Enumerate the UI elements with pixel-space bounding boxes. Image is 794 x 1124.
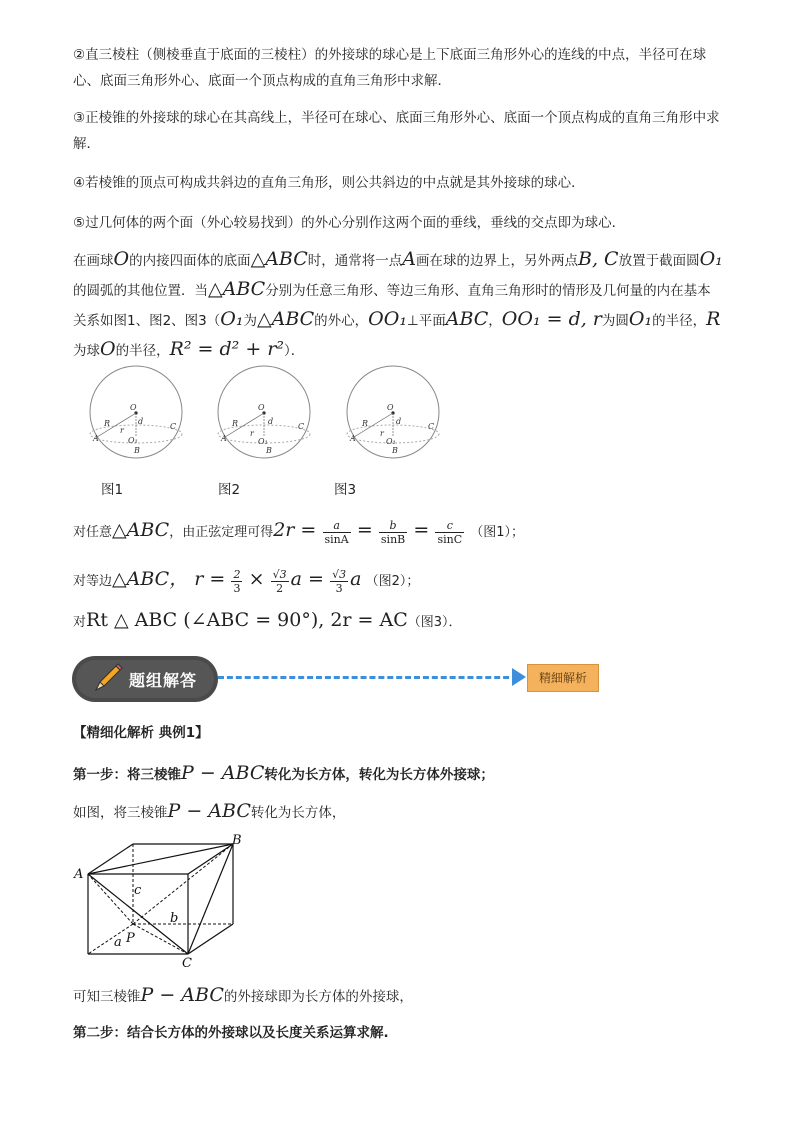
figure-3-caption: 图3 xyxy=(334,482,357,498)
paragraph-3-text: ③正棱锥的外接球的球心在其高线上，半径可在球心、底面三角形外心、底面一个顶点构成的直角三角形中求解． xyxy=(73,110,720,152)
edge-b: b xyxy=(170,911,179,926)
formula-3 xyxy=(73,605,723,638)
math-times: × xyxy=(248,568,265,590)
label-R: R xyxy=(362,419,369,428)
fraction-num: √3 xyxy=(332,568,347,581)
arrow-right-icon xyxy=(512,668,528,686)
math-right-triangle: Rt △ ABC (∠ABC = 90°), 2r = AC xyxy=(86,609,408,631)
fraction-2-3 xyxy=(231,568,242,595)
banner-title: 题组解答 xyxy=(129,671,198,690)
fraction-num: a xyxy=(323,519,351,533)
math-O1: O₁ xyxy=(699,248,723,270)
label-O: O xyxy=(130,403,137,412)
label-O: O xyxy=(387,403,394,412)
intro-text: 的外心， xyxy=(314,313,369,329)
label-d: d xyxy=(268,417,274,426)
math-A: A xyxy=(402,248,416,270)
label-A: A xyxy=(350,434,356,443)
formula-text: （图1）； xyxy=(470,525,525,540)
label-R: R xyxy=(104,419,111,428)
math-P-ABC: P − ABC xyxy=(167,800,251,822)
section-banner xyxy=(72,656,218,702)
label-B: B xyxy=(392,446,398,455)
formula-text: 对等边 xyxy=(73,574,113,589)
figure-2 xyxy=(218,366,310,458)
intro-text: 画在球的边界上，另外两点 xyxy=(416,253,578,269)
step-text: 转化为长方体，转化为长方体外接球； xyxy=(264,767,494,783)
label-C: C xyxy=(428,422,435,431)
formula-text: 对任意 xyxy=(73,525,113,540)
intro-text: 在画球 xyxy=(73,253,114,269)
math-O: O xyxy=(113,248,130,270)
math-r: ， r = xyxy=(169,568,226,590)
paragraph-5 xyxy=(73,210,723,236)
label-R: R xyxy=(232,419,239,428)
paragraph-5-text: ⑤过几何体的两个面（外心较易找到）的外心分别作这两个面的垂线，垂线的交点即为球心． xyxy=(73,215,626,231)
formula-text: ，由正弦定理可得 xyxy=(169,525,274,540)
intro-paragraph xyxy=(73,245,723,365)
fraction-num: b xyxy=(379,519,407,533)
math-eq-d-r: OO₁ = d, r xyxy=(501,308,602,330)
intro-text: 分别为任意三角形、等边三角形、直角三角形时的情形及几何量的内在基本关系如图1、图2、图3（ xyxy=(73,283,711,329)
figure-3 xyxy=(347,366,439,458)
label-O: O xyxy=(258,403,265,412)
label-O1: O₁ xyxy=(386,437,396,446)
formula-text: （图2）； xyxy=(365,574,420,589)
math-R: R xyxy=(706,308,721,330)
banner-dashed-line xyxy=(218,676,518,679)
formula-2 xyxy=(73,560,723,601)
math-2r: 2r = xyxy=(273,519,317,541)
line-text: 可知三棱锥 xyxy=(73,989,141,1005)
example-heading: 【精细化解析 典例1】 xyxy=(73,725,209,741)
intro-text: 的半径， xyxy=(115,343,170,359)
fraction-den: sinA xyxy=(324,533,349,546)
math-P-ABC: P − ABC xyxy=(140,984,224,1006)
intro-text: ， xyxy=(488,313,502,329)
math-triangle: △ABC xyxy=(112,568,170,590)
math-triangle: △ABC xyxy=(208,278,266,300)
line-text: 如图，将三棱锥 xyxy=(73,805,168,821)
vertex-A: A xyxy=(74,867,84,882)
edge-a: a xyxy=(114,935,122,950)
formula-text: 对 xyxy=(73,615,87,630)
label-r: r xyxy=(250,429,254,438)
math-equals: = xyxy=(413,519,430,541)
paragraph-4-text: ④若棱锥的顶点可构成共斜边的直角三角形，则公共斜边的中点就是其外接球的球心． xyxy=(73,175,585,191)
intro-text: ）． xyxy=(283,343,305,359)
vertex-C: C xyxy=(182,956,192,970)
label-O1: O₁ xyxy=(128,436,138,445)
math-a: a = xyxy=(290,568,324,590)
paragraph-2-text: ②直三棱柱（侧棱垂直于底面的三棱柱）的外接球的球心是上下底面三角形外心的连线的中点，半径可在球心、底面三角形外心、底面一个顶点构成的直角三角形中求解． xyxy=(73,47,707,89)
line-text: 的外接球即为长方体的外接球， xyxy=(223,989,413,1005)
math-eq-R: R² = d² + r² xyxy=(169,338,284,360)
step-2: 第二步：结合长方体的外接球以及长度关系运算求解. xyxy=(73,1025,389,1041)
intro-text: 的内接四面体的底面 xyxy=(129,253,251,269)
math-a: a xyxy=(350,568,362,590)
intro-text: 的半径， xyxy=(652,313,707,329)
fraction-den: sinB xyxy=(380,533,406,546)
math-OO1: OO₁ xyxy=(368,308,407,330)
fraction-sqrt3-3 xyxy=(330,568,348,595)
fraction-den: 3 xyxy=(233,582,241,595)
math-equals: = xyxy=(356,519,373,541)
fraction-den: 3 xyxy=(335,582,343,595)
math-triangle: △ABC xyxy=(250,248,308,270)
step-text: 第一步：将三棱锥 xyxy=(73,767,181,783)
edge-c: c xyxy=(134,883,142,898)
fraction-sqrt3-2 xyxy=(271,568,289,595)
math-BC: B, C xyxy=(578,248,619,270)
fraction-num: c xyxy=(435,519,464,533)
vertex-B: B xyxy=(232,833,242,848)
intro-text: 的圆弧的其他位置．当 xyxy=(73,283,208,299)
paragraph-4 xyxy=(73,170,723,196)
math-P-ABC: P − ABC xyxy=(181,762,265,784)
intro-text: 为 xyxy=(243,313,257,329)
paragraph-3 xyxy=(73,105,723,157)
fraction-a-sinA xyxy=(323,519,351,546)
intro-text: 为球 xyxy=(73,343,100,359)
fraction-b-sinB xyxy=(379,519,407,546)
label-d: d xyxy=(138,417,144,426)
label-d: d xyxy=(396,417,402,426)
intro-text: 放置于截面圆 xyxy=(618,253,700,269)
label-C: C xyxy=(170,422,177,431)
cuboid-diagram xyxy=(70,830,260,970)
math-triangle: △ABC xyxy=(112,519,170,541)
example-line-1 xyxy=(73,798,723,826)
fraction-c-sinC xyxy=(435,519,464,546)
label-B: B xyxy=(134,446,140,455)
fraction-den: sinC xyxy=(437,533,463,546)
example-line-2 xyxy=(73,982,723,1010)
paragraph-2 xyxy=(73,42,723,94)
fraction-den: 2 xyxy=(276,582,284,595)
label-A: A xyxy=(93,434,99,443)
figure-1-caption: 图1 xyxy=(101,482,124,498)
math-O: O xyxy=(100,338,116,360)
fraction-num: √3 xyxy=(272,568,287,581)
label-O1: O₁ xyxy=(258,437,268,446)
formula-1 xyxy=(73,512,723,551)
label-C: C xyxy=(298,422,305,431)
figure-1 xyxy=(90,366,182,458)
vertex-P: P xyxy=(126,931,135,946)
math-plane-ABC: ABC xyxy=(445,308,489,330)
sphere-figures xyxy=(80,360,460,470)
math-O1: O₁ xyxy=(220,308,244,330)
intro-text: 为圆 xyxy=(601,313,629,329)
intro-text: 时，通常将一点 xyxy=(307,253,403,269)
step-1 xyxy=(73,760,723,788)
math-O1: O₁ xyxy=(628,308,653,330)
fraction-num: 2 xyxy=(233,568,241,581)
formula-text: （图3）． xyxy=(407,615,462,630)
intro-text: ⊥平面 xyxy=(406,313,446,329)
label-B: B xyxy=(266,446,272,455)
line-text: 转化为长方体， xyxy=(250,805,346,821)
label-r: r xyxy=(380,429,384,438)
detail-analysis-tag: 精細解析 xyxy=(527,664,599,692)
label-A: A xyxy=(221,434,227,443)
figure-2-caption: 图2 xyxy=(218,482,241,498)
label-r: r xyxy=(120,426,124,435)
math-triangle: △ABC xyxy=(256,308,315,330)
pencil-icon xyxy=(90,662,124,696)
